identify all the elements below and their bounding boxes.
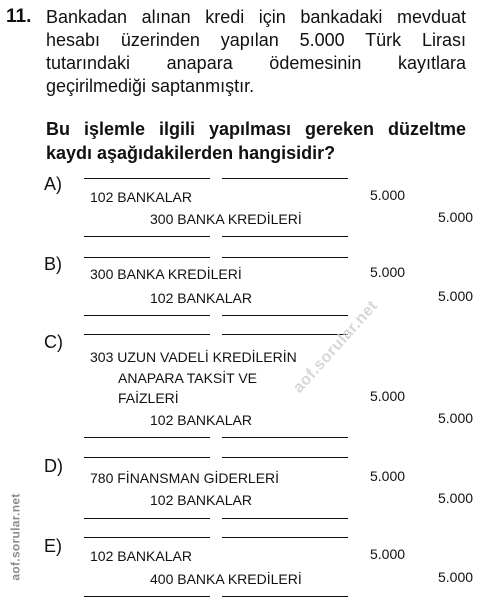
journal-rule	[84, 236, 210, 237]
credit-account: 102 BANKALAR	[150, 492, 252, 508]
credit-amount: 5.000	[438, 209, 474, 225]
option-letter: B)	[44, 254, 62, 274]
side-watermark: aof.sorular.net	[8, 493, 23, 581]
credit-amount: 5.000	[438, 410, 474, 426]
debit-account: 102 BANKALAR	[90, 548, 192, 564]
option-letter: A)	[44, 174, 62, 194]
journal-rule	[222, 315, 348, 316]
debit-amount: 5.000	[370, 264, 406, 280]
option-letter: D)	[44, 456, 63, 476]
debit-amount: 5.000	[370, 468, 406, 484]
credit-account: 400 BANKA KREDİLERİ	[150, 571, 302, 587]
journal-rule	[222, 437, 348, 438]
journal-rule	[84, 596, 210, 597]
debit-amount: 5.000	[370, 187, 406, 203]
question-text-line-1: Bankadan alınan kredi için bankadaki mevduat	[46, 7, 466, 27]
journal-rule	[222, 537, 348, 538]
question-prompt-line-2: kaydı aşağıdakilerden hangisidir?	[46, 143, 336, 163]
question-text-line-2: hesabı üzerinden yapılan 5.000 Türk Lirası	[46, 30, 466, 50]
journal-rule	[84, 178, 210, 179]
question-text-line-4: geçirilmediği saptanmıştır.	[46, 76, 255, 96]
credit-account: 102 BANKALAR	[150, 290, 252, 306]
option-letter: E)	[44, 536, 62, 556]
debit-account: 300 BANKA KREDİLERİ	[90, 266, 242, 282]
journal-rule	[84, 315, 210, 316]
debit-account: 303 UZUN VADELİ KREDİLERİN	[90, 349, 297, 365]
debit-account-continued: FAİZLERİ	[118, 390, 179, 406]
question-text-line-3: tutarındaki anapara ödemesinin kayıtlara	[46, 53, 466, 73]
journal-rule	[222, 457, 348, 458]
journal-rule	[84, 437, 210, 438]
credit-account: 102 BANKALAR	[150, 412, 252, 428]
journal-rule	[84, 334, 210, 335]
journal-rule	[84, 537, 210, 538]
journal-rule	[222, 257, 348, 258]
credit-amount: 5.000	[438, 569, 474, 585]
credit-account: 300 BANKA KREDİLERİ	[150, 211, 302, 227]
diagonal-watermark: aof.sorular.net	[290, 297, 382, 397]
journal-rule	[84, 457, 210, 458]
question-prompt-line-1: Bu işlemle ilgili yapılması gereken düzeltme	[46, 119, 466, 139]
debit-account: 102 BANKALAR	[90, 189, 192, 205]
debit-account-continued: ANAPARA TAKSİT VE	[118, 370, 258, 386]
journal-rule	[84, 518, 210, 519]
question-number: 11.	[6, 6, 32, 27]
debit-amount: 5.000	[370, 388, 406, 404]
debit-account: 780 FİNANSMAN GİDERLERİ	[90, 470, 280, 486]
journal-rule	[84, 257, 210, 258]
option-letter: C)	[44, 332, 63, 352]
journal-rule	[222, 334, 348, 335]
credit-amount: 5.000	[438, 490, 474, 506]
journal-rule	[222, 236, 348, 237]
journal-rule	[222, 178, 348, 179]
journal-rule	[222, 518, 348, 519]
journal-rule	[222, 596, 348, 597]
credit-amount: 5.000	[438, 288, 474, 304]
debit-amount: 5.000	[370, 546, 406, 562]
